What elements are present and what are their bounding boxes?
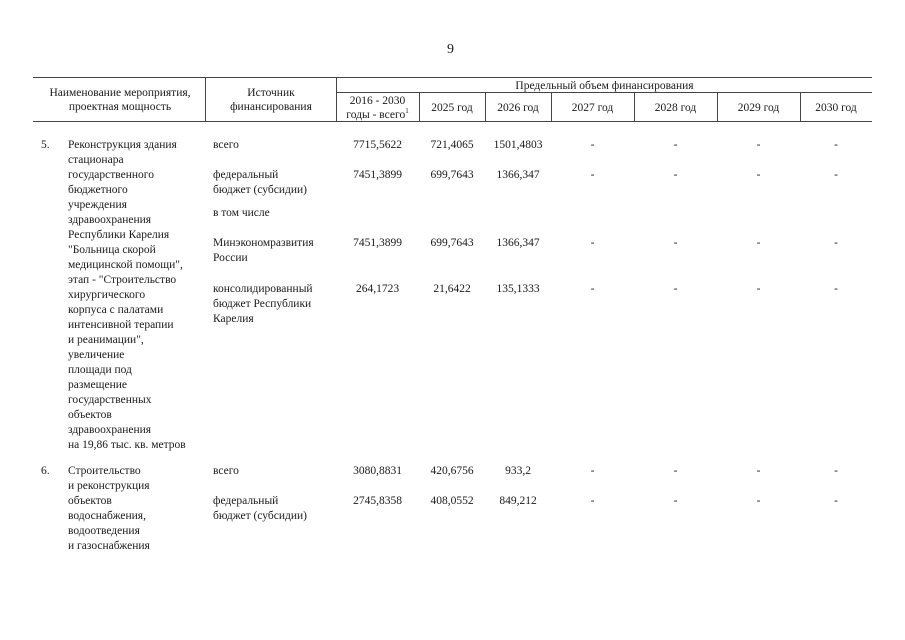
item-name-line: на 19,86 тыс. кв. метров: [68, 439, 186, 451]
item-name-line: площади под: [68, 364, 132, 376]
value-cell: 1501,4803: [493, 139, 543, 151]
header-total-line: [336, 108, 419, 122]
header-year-2028: 2028 год: [654, 102, 697, 114]
source-label-line: России: [213, 252, 248, 264]
source-label-line: федеральный: [213, 495, 279, 507]
item-name-line: здравоохранения: [68, 214, 152, 226]
value-cell: -: [756, 495, 761, 507]
header-bottom-rule: [33, 121, 872, 122]
value-cell: 849,212: [499, 495, 537, 507]
value-cell: -: [756, 139, 761, 151]
item-name-line: стационара: [68, 154, 124, 166]
item-name-line: корпуса с палатами: [68, 304, 164, 316]
value-cell: -: [756, 465, 761, 477]
value-cell: 21,6422: [433, 283, 471, 295]
item-name-line: "Больница скорой: [68, 244, 156, 256]
value-cell: 7451,3899: [353, 169, 402, 181]
item-name-line: хирургического: [68, 289, 146, 301]
header-year-2030: 2030 год: [815, 102, 857, 114]
header-year-2029: 2029 год: [737, 102, 780, 114]
value-cell: 933,2: [505, 465, 531, 477]
item-name-line: медицинской помощи",: [68, 259, 183, 271]
source-label-line: в том числе: [213, 207, 270, 219]
item-name-line: государственного: [68, 169, 154, 181]
value-cell: -: [590, 139, 595, 151]
source-label-line: консолидированный: [213, 283, 313, 295]
row-number: 5.: [41, 139, 50, 151]
header-name-line: проектная мощность: [68, 101, 172, 113]
value-cell: -: [834, 283, 838, 295]
item-name-line: и реанимации",: [68, 334, 144, 346]
item-name-line: здравоохранения: [68, 424, 152, 436]
item-name-line: и реконструкция: [68, 480, 150, 492]
value-cell: -: [590, 465, 595, 477]
header-source-line: Источник: [247, 87, 295, 99]
value-cell: -: [590, 237, 595, 249]
table-top-rule: [33, 77, 872, 78]
page-number: 9: [447, 42, 454, 57]
item-name-line: объектов: [68, 495, 112, 507]
header-source: [206, 86, 336, 114]
value-cell: 2745,8358: [353, 495, 402, 507]
source-label-line: всего: [213, 465, 239, 477]
value-cell: -: [834, 237, 838, 249]
value-cell: 135,1333: [496, 283, 540, 295]
header-year-2027: 2027 год: [571, 102, 614, 114]
value-cell: 7451,3899: [353, 237, 402, 249]
value-cell: -: [673, 465, 678, 477]
value-cell: 1366,347: [496, 237, 540, 249]
header-name-line: Наименование мероприятия,: [49, 87, 191, 99]
value-cell: 3080,8831: [353, 465, 402, 477]
value-cell: 264,1723: [355, 283, 400, 295]
footnote-marker: 1: [405, 107, 409, 115]
item-name-line: водоотведения: [68, 525, 140, 537]
value-cell: -: [756, 237, 761, 249]
header-total-line: 2016 - 2030: [349, 95, 406, 107]
source-label-line: Карелия: [213, 313, 254, 325]
value-cell: -: [590, 495, 595, 507]
item-name-line: и газоснабжения: [68, 540, 150, 552]
item-name-line: объектов: [68, 409, 112, 421]
value-cell: -: [834, 169, 838, 181]
value-cell: -: [673, 495, 678, 507]
value-cell: 1366,347: [496, 169, 540, 181]
header-year-2026: 2026 год: [497, 102, 539, 114]
source-label-line: бюджет (субсидии): [213, 184, 307, 196]
value-cell: 721,4065: [430, 139, 474, 151]
source-label-line: федеральный: [213, 169, 279, 181]
item-name-line: интенсивной терапии: [68, 319, 174, 331]
item-name-line: водоснабжения,: [68, 510, 146, 522]
header-total: [336, 94, 419, 122]
value-cell: 7715,5622: [353, 139, 402, 151]
source-label-line: Минэкономразвития: [213, 237, 314, 249]
header-name: [38, 86, 202, 114]
source-label-line: бюджет Республики: [213, 298, 312, 310]
source-label-line: бюджет (субсидии): [213, 510, 307, 522]
header-funding-group: Предельный объем финансирования: [515, 80, 694, 92]
value-cell: -: [673, 237, 678, 249]
item-name-line: этап - "Строительство: [68, 274, 177, 286]
value-cell: -: [673, 169, 678, 181]
value-cell: 408,0552: [430, 495, 474, 507]
header-source-line: финансирования: [230, 101, 312, 113]
header-total-text: годы - всего: [346, 109, 406, 121]
item-name-line: государственных: [68, 394, 152, 406]
item-name-line: Строительство: [68, 465, 141, 477]
value-cell: 699,7643: [430, 237, 474, 249]
value-cell: -: [834, 495, 838, 507]
value-cell: -: [756, 283, 761, 295]
value-cell: -: [673, 283, 678, 295]
value-cell: -: [590, 283, 595, 295]
value-cell: -: [834, 139, 838, 151]
item-name-line: бюджетного: [68, 184, 128, 196]
item-name-line: увеличение: [68, 349, 125, 361]
value-cell: -: [834, 465, 838, 477]
item-name-line: Реконструкция здания: [68, 139, 177, 151]
value-cell: 699,7643: [430, 169, 474, 181]
row-number: 6.: [41, 465, 50, 477]
item-name-line: размещение: [68, 379, 127, 391]
header-year-2025: 2025 год: [431, 102, 473, 114]
value-cell: 420,6756: [430, 465, 474, 477]
value-cell: -: [756, 169, 761, 181]
item-name-line: Республики Карелия: [68, 229, 170, 241]
value-cell: -: [590, 169, 595, 181]
value-cell: -: [673, 139, 678, 151]
source-label-line: всего: [213, 139, 239, 151]
item-name-line: учреждения: [68, 199, 127, 211]
